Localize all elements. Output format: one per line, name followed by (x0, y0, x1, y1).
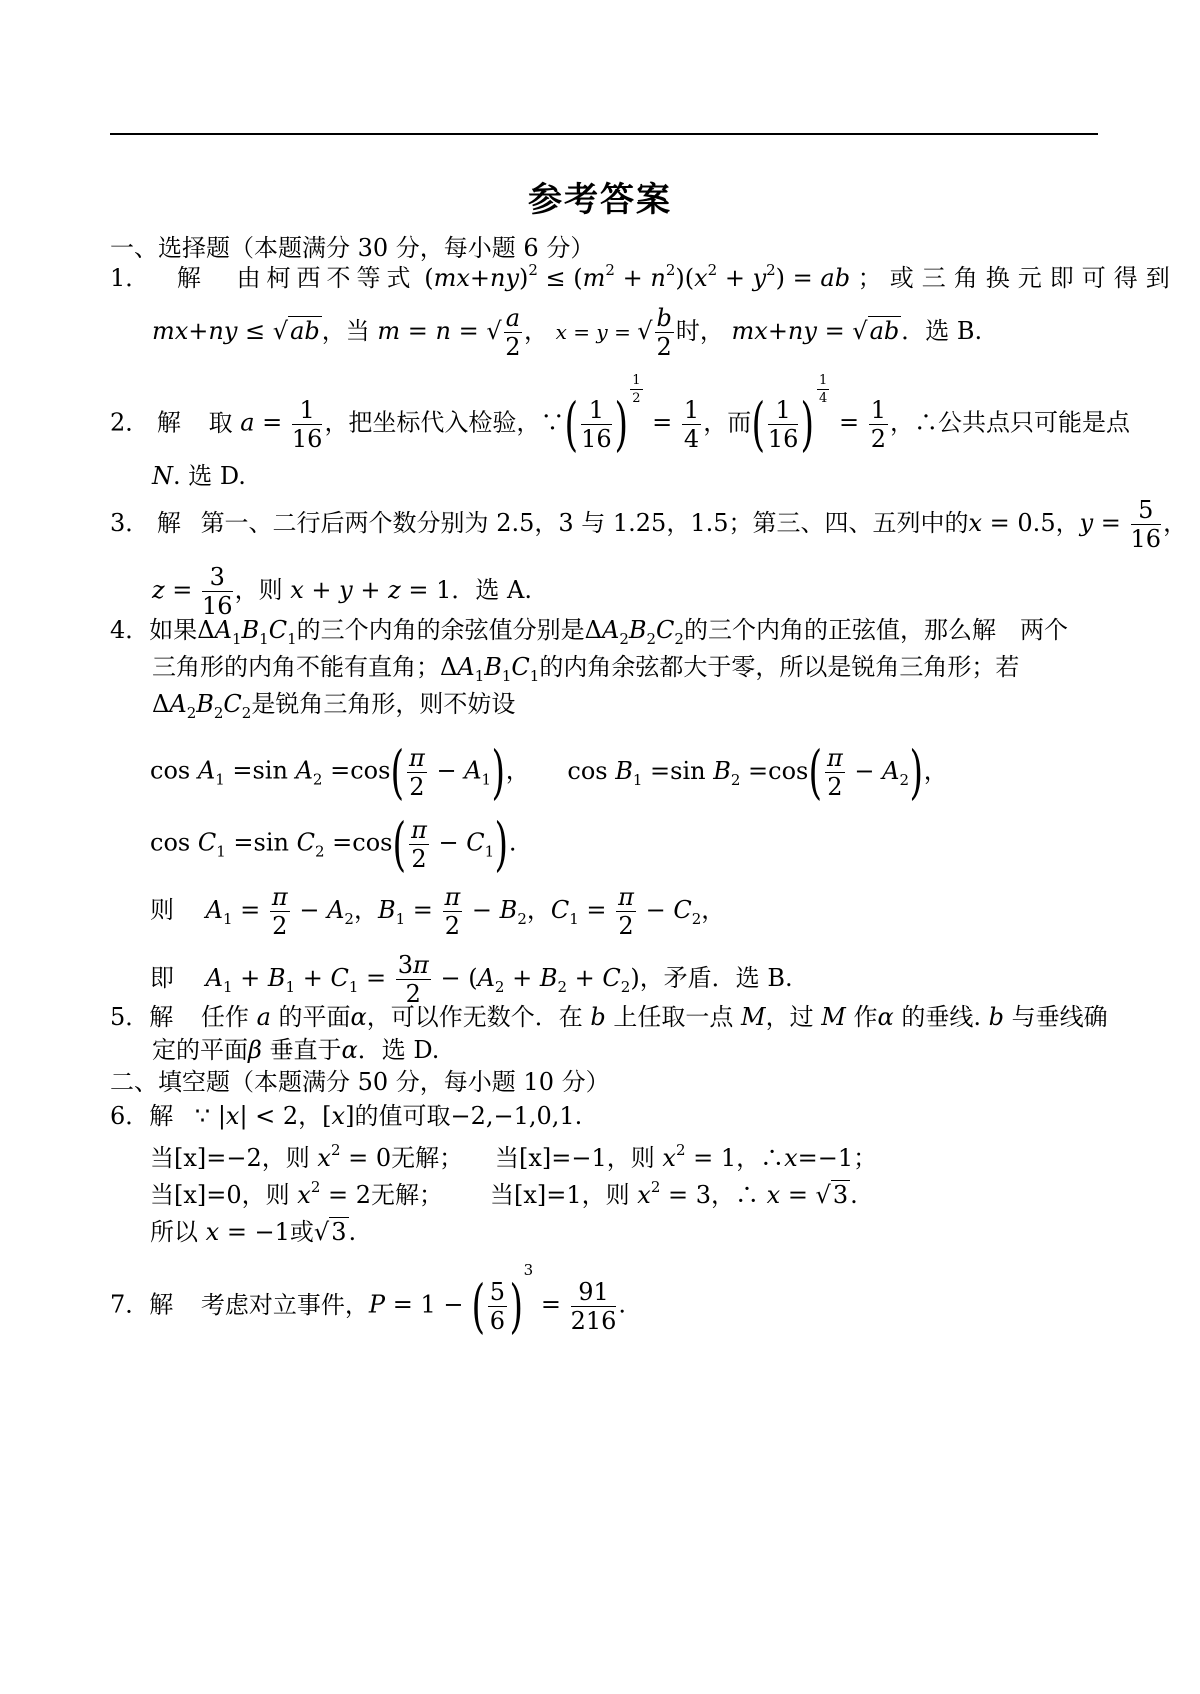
q7-jie: 解 (149, 1290, 174, 1319)
q1-inequality: $(mx+ny)^2 \le (m^2 + n^2)(x^2 + y^2)$ = ab (424, 261, 851, 292)
q2-line1: 2． 解 取 a = $\frac{1}{16}$ ，把坐标代入检验，∵( $\frac{1}{16}$ ) $^{\frac{1}{2}}$ = $\frac{1}{4}$ ，而( $\frac{1}{16}$ ) $^{\frac{1}{4}}$ = $\frac{1}{2}$ ，∴公共点只可能是点 (110, 372, 1130, 458)
q7-line: 7．解 考虑对立事件，P = 1 − ( $\frac{5}{6}$ )$^3$ = $\frac{91}{216}$ . (110, 1261, 627, 1340)
q6-case1: 当[x]=−2，则 $x^2 = 0$无解； (150, 1141, 464, 1172)
q6-case4-text: 当[x]=1，则 (490, 1181, 630, 1209)
q6-conclusion: 所以 x = −1或√3. (150, 1218, 357, 1246)
q4-line3: $\Delta A_2B_2C_2$是锐角三角形，则不妨设 (152, 690, 516, 722)
q7-text1: 考虑对立事件， (200, 1290, 369, 1319)
q2-text3: ，∴公共点只可能是点 (889, 408, 1130, 437)
q4-number: 4． (110, 616, 150, 644)
q5-line2a: 定的平面 (152, 1036, 248, 1064)
q4-line1: 4．如果$\Delta A_1B_1C_1$的三个内角的余弦值分别是$\Delta A_2B_2C_2$的三个内角的正弦值，那么解 两个 (110, 616, 1068, 648)
q6-number: 6． (110, 1102, 150, 1130)
q3-line1: 3． 解 第一、二行后两个数分别为 2.5，3 与 1.25，1.5；第三、四、五列中的x = 0.5，y = $\frac{5}{16}$ ， (110, 496, 1188, 553)
q6-case4: 当[x]=1，则 $x^2 = 3$，∴ x = √3. (490, 1178, 858, 1209)
q4-eq3: 则 $A_1$ = $\frac{\pi}{2}$ − $A_2$，$B_1$ = $\frac{\pi}{2}$ − $B_2$，$C_1$ = $\frac{\pi}{2}$ − $C_2$， (150, 883, 726, 940)
q4-line3-text: 是锐角三角形，则不妨设 (251, 690, 516, 718)
q1-number: 1． (110, 264, 150, 292)
q4-eq2: $\cos C_1 =\sin$ $C_2 =\cos$( $\frac{\pi}{2}$ − $C_1$). (150, 810, 517, 878)
q4-line1c: 的三个内角的正弦值，那么解 两个 (683, 616, 1068, 644)
q3-line2: z = $\frac{3}{16}$ ，则 x + y + z = 1．选 A. (152, 563, 532, 620)
top-rule (110, 133, 1098, 135)
q1-line1 (110, 261, 1178, 293)
q6-jie: 解 (149, 1102, 174, 1130)
q4-maodun: ，矛盾．选 B. (639, 964, 793, 992)
q6-case2: 当[x]=−1，则 $x^2 = 1$，∴x=−1； (495, 1141, 878, 1172)
q1-condition-m: m = n = √ $\frac{a}{2}$ (377, 304, 521, 361)
q1-shi: 时， (675, 317, 724, 345)
q6-case3b: 无解； (371, 1181, 444, 1209)
q3-number: 3． (110, 509, 150, 537)
q1-intro: 由柯西不等式 (236, 264, 417, 292)
q6-case3-text: 当[x]=0，则 (150, 1181, 290, 1209)
q5-line1f: 作 (853, 1003, 878, 1031)
q6-case1-text: 当[x]=−2，则 (150, 1144, 310, 1172)
q6-conclude: 所以 (150, 1218, 198, 1246)
q3-jie: 解 (156, 509, 181, 537)
q4-line2: 三角形的内角不能有直角；$\Delta A_1B_1C_1$的内角余弦都大于零，所以是锐角三角形；若 (152, 653, 1020, 685)
q6-case2-text: 当[x]=−1，则 (495, 1144, 655, 1172)
page-title: 参考答案 (528, 180, 672, 220)
q2-answer: 选 D. (188, 462, 246, 490)
q4-line1a: 如果 (149, 616, 198, 644)
q1-answer: 选 B. (925, 317, 983, 345)
q2-number: 2． (110, 408, 150, 437)
q1-tail: ；或三角换元即可得到 (857, 264, 1178, 292)
q5-line1c: ，可以作无数个．在 (366, 1003, 583, 1031)
q6-text1: 的值可取 (354, 1102, 451, 1130)
q5-line2b: 垂直于 (269, 1036, 342, 1064)
q3-text1: 第一、二行后两个数分别为 2.5，3 与 1.25，1.5；第三、四、五列中的 (200, 509, 969, 537)
section1-heading: 一、选择题（本题满分 30 分，每小题 6 分） (110, 234, 595, 262)
q5-line1: 5．解 任作 a 的平面α，可以作无数个．在 b 上任取一点 M，过 M 作α 的垂线. b 与垂线确 (110, 1003, 1108, 1031)
q6-case3: 当[x]=0，则 $x^2 = 2$无解； (150, 1178, 444, 1209)
q1-line2: mx+ny ≤ √ab，当 m = n = √ $\frac{a}{2}$ ， x = y = √ $\frac{b}{2}$ 时， mx+ny = √ab．选 B. (152, 304, 983, 361)
q2-text2: ，而 (703, 408, 752, 437)
q4-eq1: $\cos A_1 =\sin$ $A_2 =\cos$( $\frac{\pi}{2}$ − $A_1$)， $\cos B_1 =\sin$ $B_2 =\cos$( $\frac{\pi}{2}$ − $A_2$)， (150, 738, 948, 806)
q1-dang: 当 (345, 317, 370, 345)
q1-jie: 解 (176, 264, 201, 292)
q6-vals: −2,−1,0,1 (450, 1102, 575, 1130)
q2-line2: N. 选 D. (152, 462, 246, 490)
q7-number: 7． (110, 1290, 150, 1319)
q3-answer: 选 A. (475, 576, 532, 604)
q5-line1a: 任作 (200, 1003, 249, 1031)
q2-text1: ，把坐标代入检验， (324, 408, 541, 437)
q5-line1d: 上任取一点 (613, 1003, 734, 1031)
q5-line2c: ．选 D. (357, 1036, 440, 1064)
q6-line1: 6．解 ∵ |x| < 2，[x]的值可取−2,−1,0,1. (110, 1102, 583, 1130)
q5-jie: 解 (149, 1003, 174, 1031)
q5-line1b: 的平面 (278, 1003, 351, 1031)
q3-ze: ，则 (234, 576, 283, 604)
section2-heading: 二、填空题（本题满分 50 分，每小题 10 分） (110, 1068, 610, 1096)
q2-jie: 解 (156, 408, 181, 437)
q4-ji: 即 (150, 964, 174, 992)
q4-line1b: 的三个内角的余弦值分别是 (296, 616, 585, 644)
q1-result: mx+ny ≤ √ab (152, 317, 320, 345)
q5-line2: 定的平面β 垂直于α．选 D. (152, 1036, 440, 1064)
q5-line1g: 的垂线. (901, 1003, 981, 1031)
q4-line2b: 的内角余弦都大于零，所以是锐角三角形；若 (539, 653, 1020, 681)
q5-line1e: ，过 (765, 1003, 814, 1031)
q6-case1b: 无解； (391, 1144, 464, 1172)
q4-line2a: 三角形的内角不能有直角； (152, 653, 440, 681)
q1-equality: mx+ny = √ab (731, 317, 900, 345)
q2-take: 取 (208, 408, 233, 437)
q1-condition-x: x = y = (555, 320, 638, 344)
q5-number: 5． (110, 1003, 150, 1031)
q5-line1h: 与垂线确 (1011, 1003, 1108, 1031)
q4-eq4: 即 $A_1 + B_1 + C_1$ = $\frac{3\pi}{2}$ − $(A_2 + B_2 + C_2)$，矛盾．选 B. (150, 951, 793, 1008)
q4-ze: 则 (150, 896, 174, 924)
